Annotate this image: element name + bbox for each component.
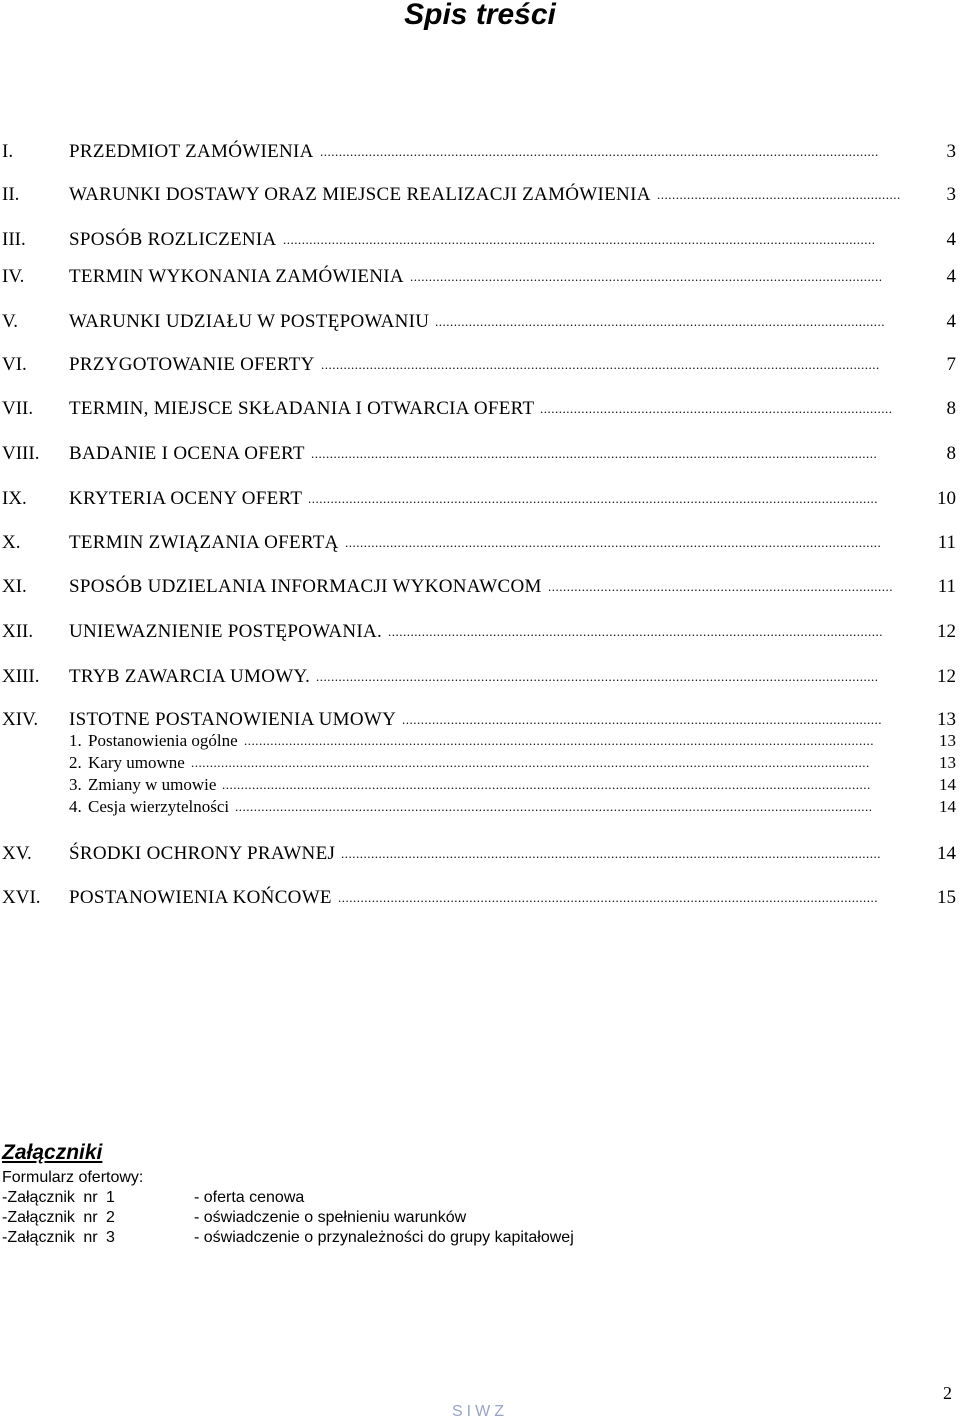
toc-entry [0, 265, 960, 289]
toc-leader-dots: .................................................................................................................................... [388, 624, 883, 639]
toc-entry-label: SPOSÓB ROZLICZENIA [69, 229, 277, 250]
toc-entry [0, 228, 960, 252]
toc-entry-label: POSTANOWIENIA KOŃCOWE [69, 887, 332, 908]
toc-entry-number: IX. [2, 488, 27, 509]
annex-item-id: -Załącznik nr 1 [2, 1189, 115, 1206]
toc-entry [0, 353, 960, 377]
toc-entry-number: XIV. [2, 709, 39, 730]
toc-entry-number: XV. [2, 843, 32, 864]
toc-entry-number: IV. [2, 266, 25, 287]
toc-leader-dots: ................................................................. [657, 187, 901, 202]
toc-entry-page: 15 [937, 887, 956, 908]
toc-entry-page: 7 [946, 354, 956, 375]
toc-entry-page: 4 [946, 311, 956, 332]
toc-entry-label: PRZYGOTOWANIE OFERTY [69, 354, 315, 375]
toc-leader-dots: ...................................................................................................................................................... [316, 669, 879, 684]
toc-entry-page: 10 [937, 488, 956, 509]
toc-entry [0, 575, 960, 599]
toc-entry-label: Postanowienia ogólne [88, 731, 238, 750]
toc-leader-dots: ........................................................................................................................................................................ [244, 733, 874, 748]
toc-entry-label: UNIEWAZNIENIE POSTĘPOWANIA. [69, 621, 383, 642]
annex-item-desc: - oświadczenie o spełnieniu warunków [194, 1209, 467, 1226]
toc-entry-label: TERMIN ZWIĄZANIA OFERTĄ [69, 532, 339, 553]
toc-entry-number: 1. [69, 731, 82, 750]
toc-entry-label: Zmiany w umowie [88, 775, 217, 794]
annex-item [0, 1208, 960, 1228]
toc-leader-dots: ........................................................................................................................................................ [308, 491, 878, 506]
annex-item-desc: - oświadczenie o przynależności do grupy kapitałowej [194, 1229, 574, 1246]
annex-intro: Formularz ofertowy: [2, 1169, 144, 1186]
toc-entry-number: VIII. [2, 443, 40, 464]
annex-item-desc: - oferta cenowa [194, 1189, 305, 1206]
toc-entry-label: ŚRODKI OCHRONY PRAWNEJ [69, 843, 336, 864]
toc-entry-page: 4 [946, 229, 956, 250]
toc-entry [0, 753, 960, 773]
toc-entry [0, 708, 960, 732]
toc-entry-number: VI. [2, 354, 27, 375]
toc-entry-page: 14 [939, 775, 956, 794]
toc-entry-number: XII. [2, 621, 34, 642]
toc-entry-number: XI. [2, 576, 27, 597]
toc-entry-page: 13 [939, 753, 956, 772]
toc-entry-label: KRYTERIA OCENY OFERT [69, 488, 303, 509]
toc-entry [0, 140, 960, 164]
page-title: Spis treści [404, 0, 556, 31]
toc-entry [0, 487, 960, 511]
toc-leader-dots: ............................................................................................................................................................................. [222, 777, 871, 792]
toc-entry-label: TERMIN, MIEJSCE SKŁADANIA I OTWARCIA OFERT [69, 398, 535, 419]
toc-entry-number: V. [2, 311, 19, 332]
toc-entry [0, 620, 960, 644]
toc-entry-label: BADANIE I OCENA OFERT [69, 443, 305, 464]
toc-entry-page: 8 [946, 398, 956, 419]
toc-leader-dots: ................................................................................................................................................ [341, 846, 881, 861]
toc-entry-number: XIII. [2, 666, 40, 687]
toc-entry-label: PRZEDMIOT ZAMÓWIENIA [69, 141, 314, 162]
toc-entry-number: III. [2, 229, 26, 250]
toc-leader-dots: .......................................................................................................................................................................... [235, 799, 873, 814]
annex-item [0, 1228, 960, 1248]
toc-entry-number: VII. [2, 398, 34, 419]
toc-leader-dots: ............................................................................................................................................... [345, 535, 882, 550]
toc-leader-dots: ................................................................................................................................................ [338, 890, 878, 905]
toc-leader-dots: .............................................................................................. [540, 401, 893, 416]
toc-entry-number: 2. [69, 753, 82, 772]
toc-entry-page: 11 [937, 576, 956, 597]
toc-entry-number: I. [2, 141, 14, 162]
toc-entry [0, 531, 960, 555]
toc-entry-label: TERMIN WYKONANIA ZAMÓWIENIA [69, 266, 404, 287]
toc-leader-dots: ..................................................................................................................................................................................... [191, 755, 870, 770]
toc-entry-label: WARUNKI UDZIAŁU W POSTĘPOWANIU [69, 311, 430, 332]
toc-entry [0, 797, 960, 817]
toc-entry-label: TRYB ZAWARCIA UMOWY. [69, 666, 311, 687]
toc-entry-page: 3 [946, 141, 956, 162]
toc-entry-label: WARUNKI DOSTAWY ORAZ MIEJSCE REALIZACJI ZAMÓWIENIA [69, 184, 651, 205]
toc-leader-dots: ..................................................................................................................................................... [320, 144, 879, 159]
toc-entry [0, 665, 960, 689]
toc-leader-dots: ............................................................................................ [548, 579, 893, 594]
toc-leader-dots: .............................................................................................................................................................. [283, 232, 876, 247]
toc-entry-page: 14 [939, 797, 956, 816]
annex-item-id: -Załącznik nr 3 [2, 1229, 115, 1246]
toc-leader-dots: ..................................................................................................................................................... [321, 357, 880, 372]
toc-entry-number: 3. [69, 775, 82, 794]
toc-entry-page: 14 [937, 843, 956, 864]
toc-entry-label: ISTOTNE POSTANOWIENIA UMOWY [69, 709, 397, 730]
page-number: 2 [943, 1383, 952, 1403]
toc-entry-label: SPOSÓB UDZIELANIA INFORMACJI WYKONAWCOM [69, 576, 542, 597]
toc-entry-label: Cesja wierzytelności [88, 797, 230, 816]
toc-entry-page: 13 [937, 709, 956, 730]
toc-entry [0, 183, 960, 207]
toc-entry [0, 886, 960, 910]
annex-item-id: -Załącznik nr 2 [2, 1209, 115, 1226]
toc-entry [0, 310, 960, 334]
toc-entry-number: II. [2, 184, 20, 205]
toc-entry-number: XVI. [2, 887, 41, 908]
toc-entry [0, 731, 960, 751]
toc-entry-number: 4. [69, 797, 82, 816]
footer-siwz: SIWZ [452, 1403, 508, 1420]
toc-entry-number: X. [2, 532, 21, 553]
toc-entry-page: 8 [946, 443, 956, 464]
toc-leader-dots: ........................................................................................................................ [435, 314, 885, 329]
annex-title: Załączniki [2, 1141, 103, 1164]
toc-entry-page: 13 [939, 731, 956, 750]
toc-leader-dots: .............................................................................................................................. [410, 269, 883, 284]
toc-entry-page: 12 [937, 621, 956, 642]
toc-entry [0, 775, 960, 795]
toc-entry-label: Kary umowne [88, 753, 185, 772]
toc-entry [0, 442, 960, 466]
toc-leader-dots: ....................................................................................................................................................... [311, 446, 878, 461]
toc-leader-dots: ................................................................................................................................ [402, 712, 882, 727]
toc-entry [0, 842, 960, 866]
toc-entry [0, 397, 960, 421]
toc-entry-page: 4 [946, 266, 956, 287]
toc-entry-page: 11 [937, 532, 956, 553]
annex-item [0, 1188, 960, 1208]
toc-entry-page: 12 [937, 666, 956, 687]
toc-entry-page: 3 [946, 184, 956, 205]
